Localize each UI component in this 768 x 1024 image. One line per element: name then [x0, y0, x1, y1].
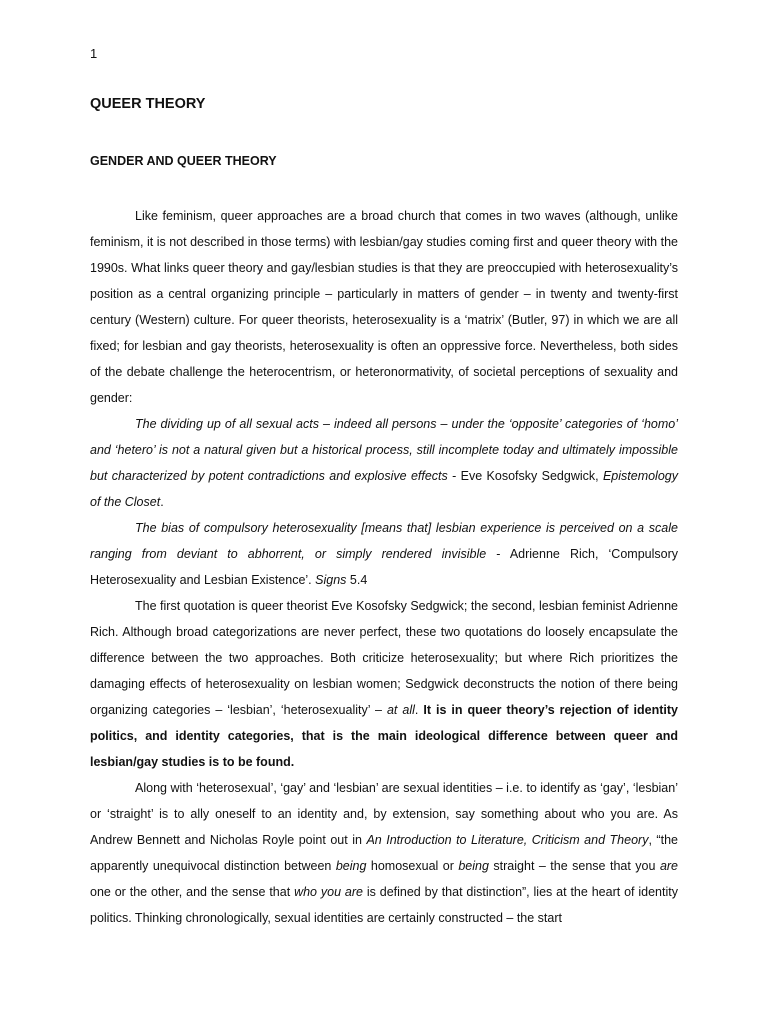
paragraph-text: is defined by that distinction”, lies at the heart of identity politics. Thinking chronologically, sexual identities are certainly constructed – the start — [90, 885, 678, 925]
quote-source-prefix: - Adrienne Rich, ‘Compulsory Heterosexuality and Lesbian Existence’. — [90, 547, 678, 587]
book-title: An Introduction to Literature, Criticism and Theory — [366, 833, 649, 847]
quote-sedgwick — [90, 411, 678, 515]
paragraph-identities — [90, 775, 678, 931]
page-title: QUEER THEORY — [90, 96, 206, 112]
quote-source-suffix: . — [160, 495, 164, 509]
emphasis-text: at all — [386, 703, 415, 717]
quote-source-suffix: 5.4 — [346, 573, 368, 587]
quote-source-title: Epistemology of the Closet — [90, 469, 678, 509]
quote-source-title: Signs — [315, 573, 347, 587]
paragraph-text: homosexual or — [366, 859, 459, 873]
paragraph-text: one or the other, and the sense that — [90, 885, 295, 899]
paragraph-intro: Like feminism, queer approaches are a broad church that comes in two waves (although, unlike feminism, it is not described in those terms) with lesbian/gay studies coming first and queer theory with the 1990s. What links queer theory and gay/lesbian studies is that they are preoccupied with heterosexuality’s position as a central organizing principle – particularly in matters of gender – in twenty and twenty-first century (Western) culture. For queer theorists, heterosexuality is a ‘matrix’ (Butler, 97) in which we are all fixed; for lesbian and gay theorists, heterosexuality is often an oppressive force. Nevertheless, both sides of the debate challenge the heterocentrism, or heteronormativity, of societal perceptions of sexuality and gender: — [90, 209, 678, 405]
paragraph-text: Along with ‘heterosexual’, ‘gay’ and ‘lesbian’ are sexual identities – i.e. to identify as ‘gay’, ‘lesbian’ or ‘straight’ is to ally oneself to an identity and, by extension, say something about who you are. As Andrew Bennett and Nicholas Royle point out in — [90, 781, 678, 847]
paragraph-text: The first quotation is queer theorist Eve Kosofsky Sedgwick; the second, lesbian feminist Adrienne Rich. Although broad categorizations are never perfect, these two quotations do loosely encapsulate the difference between the two approaches. Both criticize heterosexuality; but where Rich prioritizes the damaging effects of heterosexuality on lesbian women; Sedgwick deconstructs the notion of there being organizing categories – ‘lesbian’, ‘heterosexuality’ – — [90, 599, 678, 717]
emphasis-text: who you are — [294, 885, 363, 899]
key-statement: It is in queer theory’s rejection of identity politics, and identity categories, that is the main ideological difference between queer and lesbian/gay studies is to be found. — [90, 703, 678, 769]
paragraph-text: , “the apparently unequivocal distinction between — [90, 833, 678, 873]
page-number: 1 — [90, 46, 98, 61]
section-heading: GENDER AND QUEER THEORY — [90, 154, 277, 168]
quote-source-prefix: - Eve Kosofsky Sedgwick, — [447, 469, 603, 483]
quote-rich — [90, 515, 678, 593]
emphasis-text: are — [659, 859, 679, 873]
paragraph-text: straight – the sense that you — [488, 859, 660, 873]
document-page — [90, 44, 678, 931]
quote-text: The bias of compulsory heterosexuality [means that] lesbian experience is perceived on a scale ranging from deviant to abhorrent, or simply rendered invisible — [90, 521, 678, 561]
emphasis-text: being — [458, 859, 489, 873]
quote-text: The dividing up of all sexual acts – indeed all persons – under the ‘opposite’ categories of ‘homo’ and ‘hetero’ is not a natural given but a historical process, still incomplete today and ultimately impossible but characterized by potent contradictions and explosive effects — [90, 417, 678, 483]
emphasis-text: being — [335, 859, 367, 873]
paragraph-text: . — [414, 703, 424, 717]
paragraph-comparison — [90, 593, 678, 775]
